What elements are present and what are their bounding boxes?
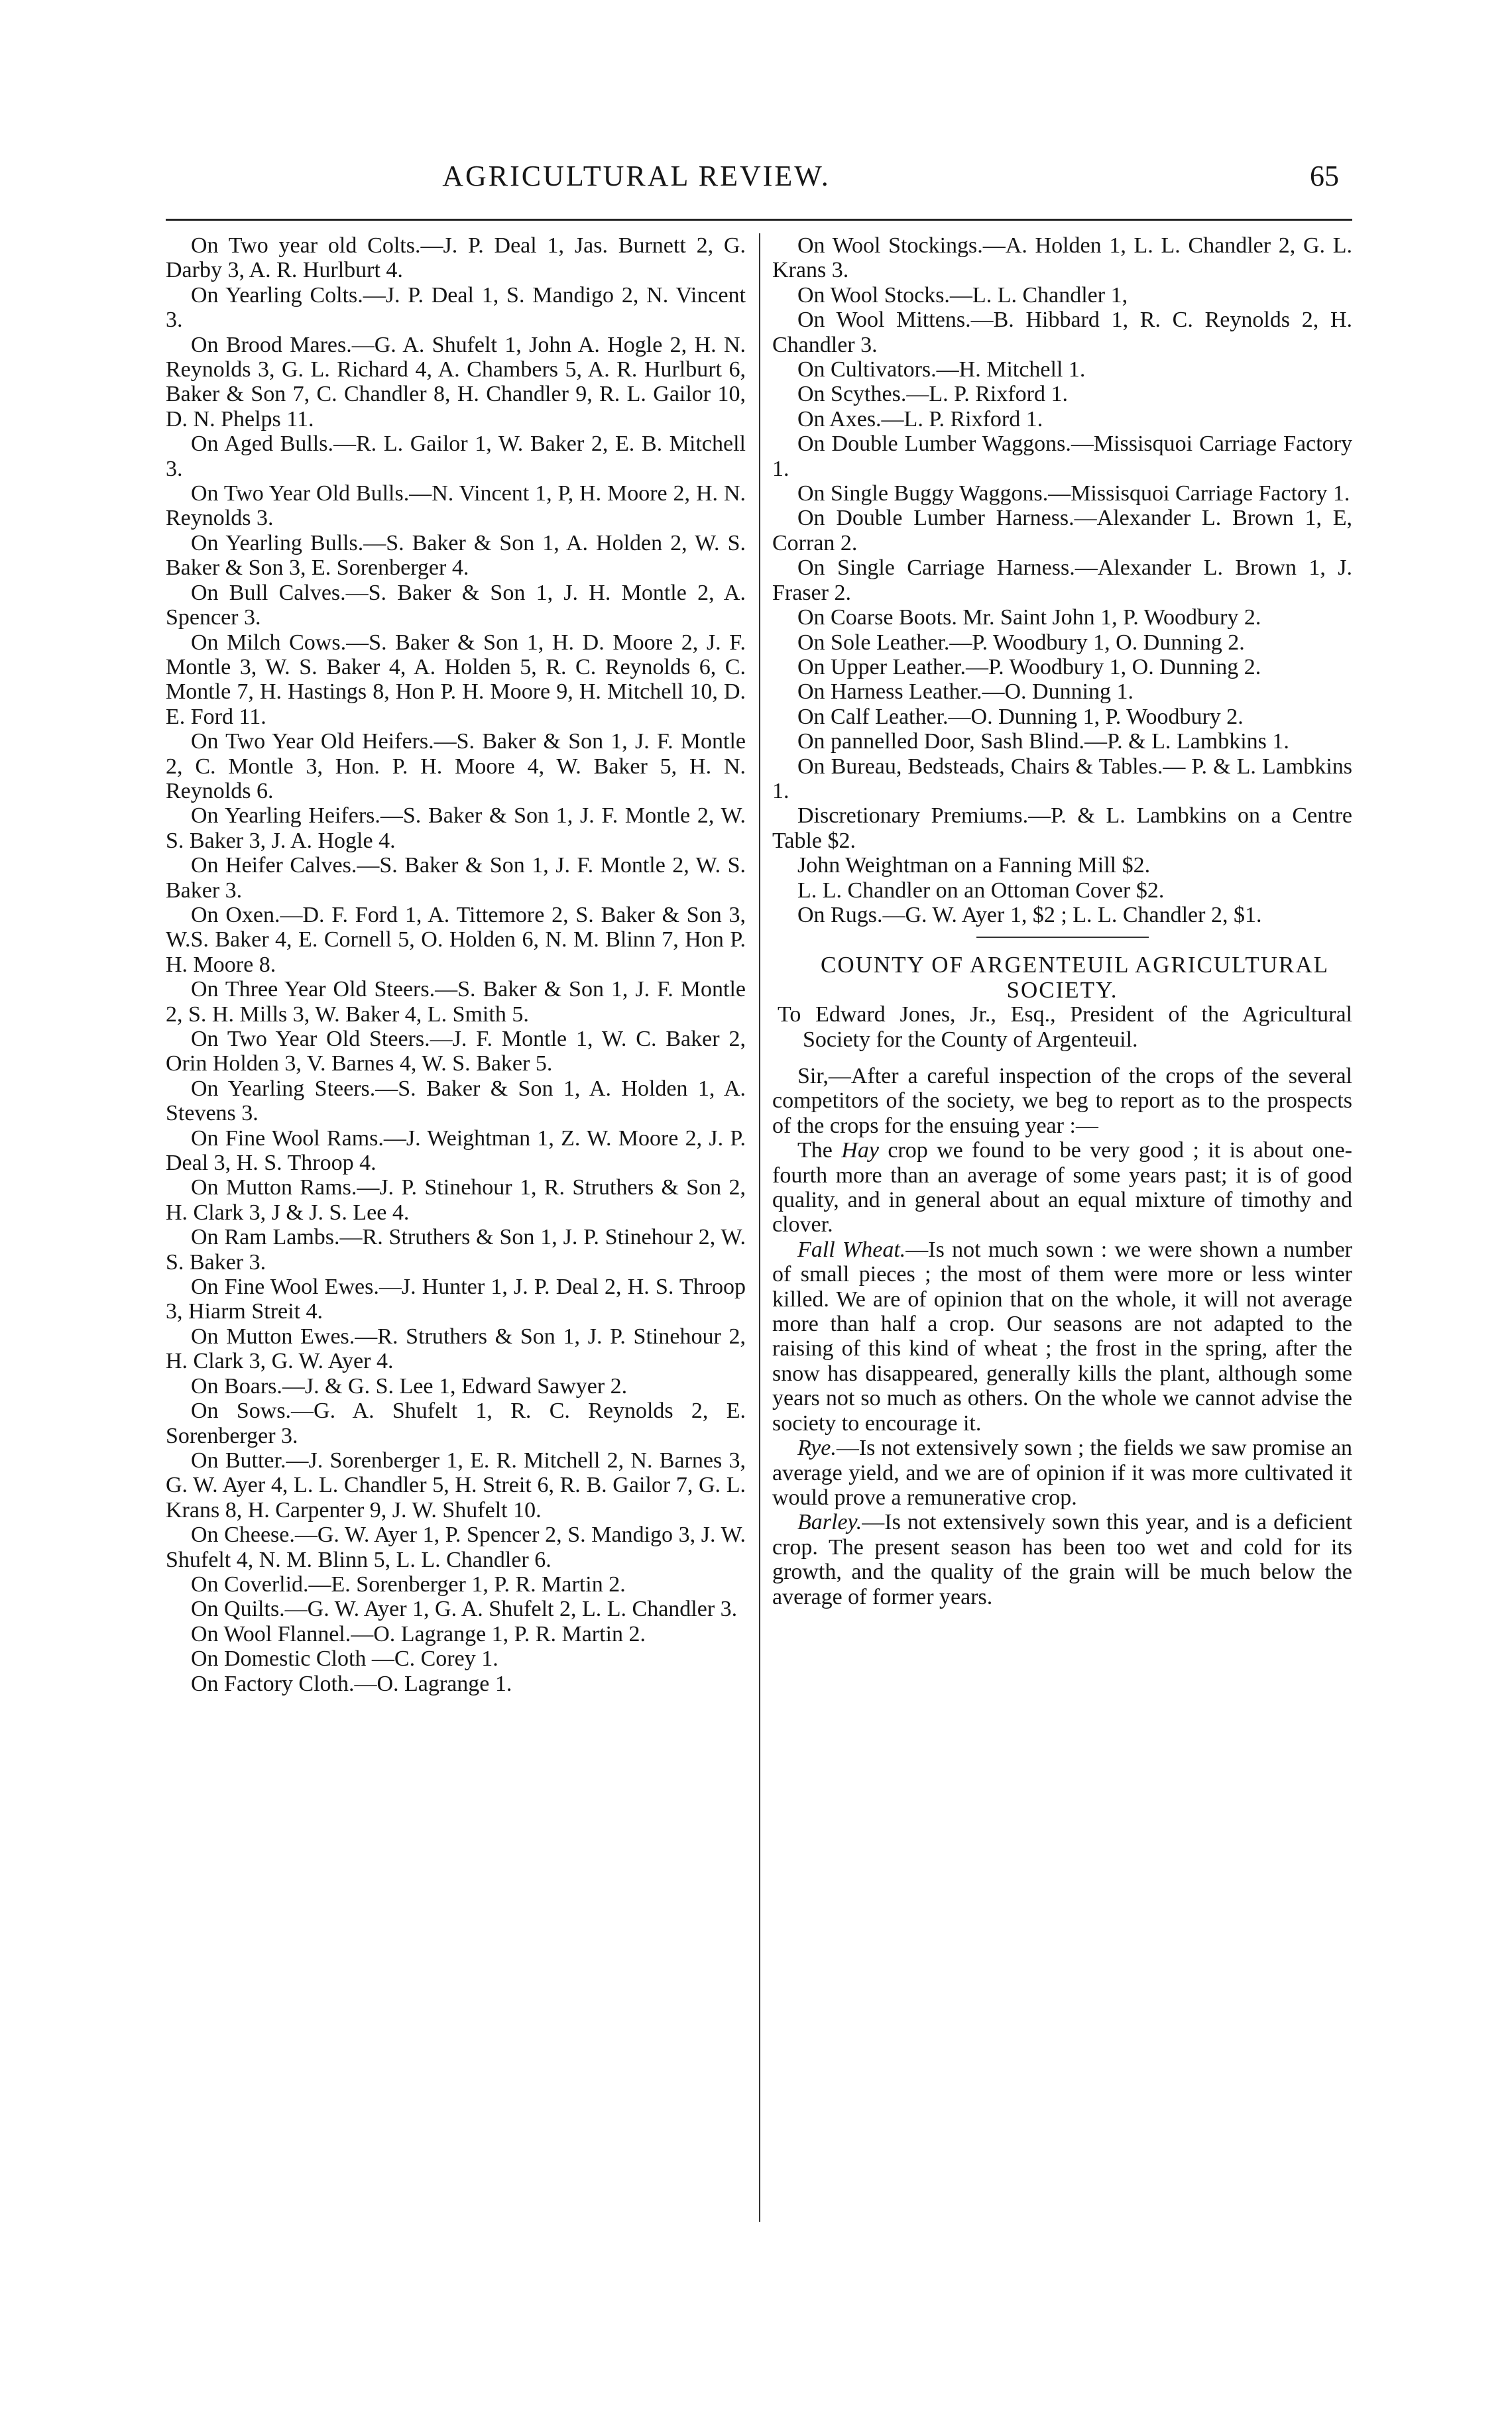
prize-entry: On Wool Flannel.—O. Lagrange 1, P. R. Martin 2. bbox=[191, 1621, 646, 1646]
prize-entry: On Mutton Rams.—J. P. Stinehour 1, R. Struthers & Son 2, H. Clark 3, J & J. S. Lee 4. bbox=[166, 1175, 746, 1225]
prize-entry: On Wool Stockings.—A. Holden 1, L. L. Chandler 2, G. L. Krans 3. bbox=[772, 233, 1352, 283]
prize-entry: On Oxen.—D. F. Ford 1, A. Tittemore 2, S. Baker & Son 3, W.S. Baker 4, E. Cornell 5, O. Holden 6, N. M. Blinn 7, Hon P. H. Moore 8. bbox=[166, 902, 746, 977]
header-rule bbox=[166, 219, 1352, 221]
prize-entry: On Heifer Calves.—S. Baker & Son 1, J. F. Montle 2, W. S. Baker 3. bbox=[166, 853, 746, 903]
prize-entry: John Weightman on a Fanning Mill $2. bbox=[797, 853, 1151, 878]
right-column bbox=[772, 233, 1352, 1609]
hay-term: Hay bbox=[841, 1138, 879, 1163]
prize-entry: On Two Year Old Heifers.—S. Baker & Son 1, J. F. Montle 2, C. Montle 3, Hon. P. H. Moore 4, W. Baker 5, H. N. Reynolds 6. bbox=[166, 729, 746, 803]
prize-entry: On Cultivators.—H. Mitchell 1. bbox=[797, 357, 1086, 382]
prize-entry: Discretionary Premiums.—P. & L. Lambkins on a Centre Table $2. bbox=[772, 803, 1352, 853]
prize-entry: On Calf Leather.—O. Dunning 1, P. Woodbury 2. bbox=[797, 704, 1244, 729]
prize-entry: On Aged Bulls.—R. L. Gailor 1, W. Baker 2, E. B. Mitchell 3. bbox=[166, 431, 746, 481]
prize-entry: On Two Year Old Bulls.—N. Vincent 1, P, H. Moore 2, H. N. Reynolds 3. bbox=[166, 481, 746, 531]
prize-entry: On Wool Mittens.—B. Hibbard 1, R. C. Reynolds 2, H. Chandler 3. bbox=[772, 308, 1352, 357]
prize-entry: On Axes.—L. P. Rixford 1. bbox=[797, 406, 1043, 431]
prize-entry: On Scythes.—L. P. Rixford 1. bbox=[797, 382, 1068, 407]
prize-entry: On Butter.—J. Sorenberger 1, E. R. Mitchell 2, N. Barnes 3, G. W. Ayer 4, L. L. Chandler 5, H. Streit 6, R. B. Gailor 7, G. L. Krans 8, H. Carpenter 9, J. W. Shufelt 10. bbox=[166, 1448, 746, 1523]
prize-entry: On Two year old Colts.—J. P. Deal 1, Jas. Burnett 2, G. Darby 3, A. R. Hurlburt 4. bbox=[166, 233, 746, 283]
prize-entry: On Mutton Ewes.—R. Struthers & Son 1, J. P. Stinehour 2, H. Clark 3, G. W. Ayer 4. bbox=[166, 1324, 746, 1374]
prize-entry: On Bull Calves.—S. Baker & Son 1, J. H. Montle 2, A. Spencer 3. bbox=[166, 580, 746, 630]
prize-entry: On Ram Lambs.—R. Struthers & Son 1, J. P. Stinehour 2, W. S. Baker 3. bbox=[166, 1225, 746, 1275]
section-divider bbox=[976, 937, 1149, 938]
prize-entry: On Two Year Old Steers.—J. F. Montle 1, W. C. Baker 2, Orin Holden 3, V. Barnes 4, W. S. Baker 5. bbox=[166, 1027, 746, 1076]
prize-entry: L. L. Chandler on an Ottoman Cover $2. bbox=[797, 878, 1165, 903]
prize-entry: On Yearling Bulls.—S. Baker & Son 1, A. Holden 2, W. S. Baker & Son 3, E. Sorenberger 4. bbox=[166, 530, 746, 581]
prize-entry: On Factory Cloth.—O. Lagrange 1. bbox=[191, 1671, 512, 1696]
prize-entry: On Yearling Steers.—S. Baker & Son 1, A. Holden 1, A. Stevens 3. bbox=[166, 1076, 746, 1126]
prize-entry: On Rugs.—G. W. Ayer 1, $2 ; L. L. Chandler 2, $1. bbox=[797, 902, 1262, 927]
prize-entry: On Sows.—G. A. Shufelt 1, R. C. Reynolds 2, E. Sorenberger 3. bbox=[166, 1399, 746, 1448]
report-fall-wheat bbox=[772, 1237, 1352, 1436]
prize-entry: On Milch Cows.—S. Baker & Son 1, H. D. Moore 2, J. F. Montle 3, W. S. Baker 4, A. Holden 5, R. C. Reynolds 6, C. Montle 7, H. Hastings 8, Hon P. H. Moore 9, H. Mitchell 10, D. E. Ford 11. bbox=[166, 630, 746, 729]
prize-entry: On Sole Leather.—P. Woodbury 1, O. Dunning 2. bbox=[797, 630, 1245, 655]
prize-entry: On Double Lumber Waggons.—Missisquoi Carriage Factory 1. bbox=[772, 431, 1352, 481]
prize-entry: On Quilts.—G. W. Ayer 1, G. A. Shufelt 2, L. L. Chandler 3. bbox=[191, 1597, 738, 1622]
wheat-term: Fall Wheat. bbox=[797, 1237, 906, 1262]
report-rye bbox=[772, 1436, 1352, 1510]
prize-entry: On Fine Wool Ewes.—J. Hunter 1, J. P. Deal 2, H. S. Throop 3, Hiarm Streit 4. bbox=[166, 1275, 746, 1324]
prize-entry: On Boars.—J. & G. S. Lee 1, Edward Sawyer 2. bbox=[191, 1373, 628, 1399]
prize-entry: On Wool Stocks.—L. L. Chandler 1, bbox=[797, 282, 1128, 308]
prize-entry: On Harness Leather.—O. Dunning 1. bbox=[797, 679, 1134, 705]
column-divider bbox=[759, 233, 760, 2222]
document-page bbox=[166, 0, 1352, 2414]
report-barley bbox=[772, 1510, 1352, 1609]
prize-entry: On Brood Mares.—G. A. Shufelt 1, John A. Hogle 2, H. N. Reynolds 3, G. L. Richard 4, A. Chambers 5, A. R. Hurlburt 6, Baker & Son 7, C. Chandler 8, H. Chandler 9, R. L. Gailor 10, D. N. Phelps 11. bbox=[166, 332, 746, 431]
prize-entry: On Cheese.—G. W. Ayer 1, P. Spencer 2, S. Mandigo 3, J. W. Shufelt 4, N. M. Blinn 5, L. L. Chandler 6. bbox=[166, 1523, 746, 1572]
rye-text: —Is not extensively sown ; the fields we saw promise an average yield, and we are of opinion if it was more cultivated it would prove a remunerative crop. bbox=[772, 1436, 1352, 1510]
prize-entry: On Fine Wool Rams.—J. Weightman 1, Z. W. Moore 2, J. P. Deal 3, H. S. Throop 4. bbox=[166, 1125, 746, 1176]
prize-entry: On Yearling Heifers.—S. Baker & Son 1, J. F. Montle 2, W. S. Baker 3, J. A. Hogle 4. bbox=[166, 803, 746, 853]
prize-entry: On Coverlid.—E. Sorenberger 1, P. R. Martin 2. bbox=[191, 1572, 626, 1597]
prize-entry: On Three Year Old Steers.—S. Baker & Son 1, J. F. Montle 2, S. H. Mills 3, W. Baker 4, L. Smith 5. bbox=[166, 977, 746, 1027]
prize-entry: On Single Carriage Harness.—Alexander L. Brown 1, J. Fraser 2. bbox=[772, 555, 1352, 605]
barley-term: Barley. bbox=[797, 1510, 862, 1535]
hay-text: crop we found to be very good ; it is about one-fourth more than an average of some years past; it is of good quality, and in general about an equal mixture of timothy and clover. bbox=[772, 1138, 1353, 1237]
prize-entry: On Yearling Colts.—J. P. Deal 1, S. Mandigo 2, N. Vincent 3. bbox=[166, 282, 746, 333]
hay-lead: The bbox=[797, 1138, 842, 1163]
prize-entry: On pannelled Door, Sash Blind.—P. & L. Lambkins 1. bbox=[797, 729, 1289, 754]
report-intro: Sir,—After a careful inspection of the crops of the several competitors of the society, we beg to report as to the prospects of the crops for the ensuing year :— bbox=[772, 1064, 1352, 1138]
barley-text: —Is not extensively sown this year, and is a deficient crop. The present season has been too wet and cold for its growth, and the quality of the grain will be much below the average of former years. bbox=[772, 1510, 1352, 1609]
rye-term: Rye. bbox=[797, 1436, 837, 1461]
letter-salutation: To Edward Jones, Jr., Esq., President of the Agricultural Society for the County of Argenteuil. bbox=[778, 1002, 1352, 1052]
prize-entry: On Bureau, Bedsteads, Chairs & Tables.— P. & L. Lambkins 1. bbox=[772, 754, 1352, 803]
prize-entry: On Domestic Cloth —C. Corey 1. bbox=[191, 1646, 498, 1672]
left-column bbox=[166, 233, 746, 1696]
prize-entry: On Single Buggy Waggons.—Missisquoi Carriage Factory 1. bbox=[797, 481, 1350, 506]
prize-entry: On Coarse Boots. Mr. Saint John 1, P. Woodbury 2. bbox=[797, 605, 1261, 630]
prize-entry: On Upper Leather.—P. Woodbury 1, O. Dunning 2. bbox=[797, 654, 1261, 679]
page-number: 65 bbox=[1310, 160, 1339, 192]
page-header bbox=[166, 154, 1352, 200]
section-heading: COUNTY OF ARGENTEUIL AGRICULTURAL SOCIETY. bbox=[821, 952, 1329, 1003]
report-hay bbox=[772, 1138, 1352, 1237]
prize-entry: On Double Lumber Harness.—Alexander L. Brown 1, E, Corran 2. bbox=[772, 506, 1352, 555]
wheat-text: —Is not much sown : we were shown a number of small pieces ; the most of them were more or less winter killed. We are of opinion that on the whole, it will not average more than half a crop. Our seasons are not adapted to the raising of this kind of wheat ; the frost in the spring, after the snow has disappeared, generally kills the plant, although some years not so much as others. On the whole we cannot advise the society to encourage it. bbox=[772, 1237, 1352, 1436]
running-title: AGRICULTURAL REVIEW. bbox=[442, 160, 831, 192]
